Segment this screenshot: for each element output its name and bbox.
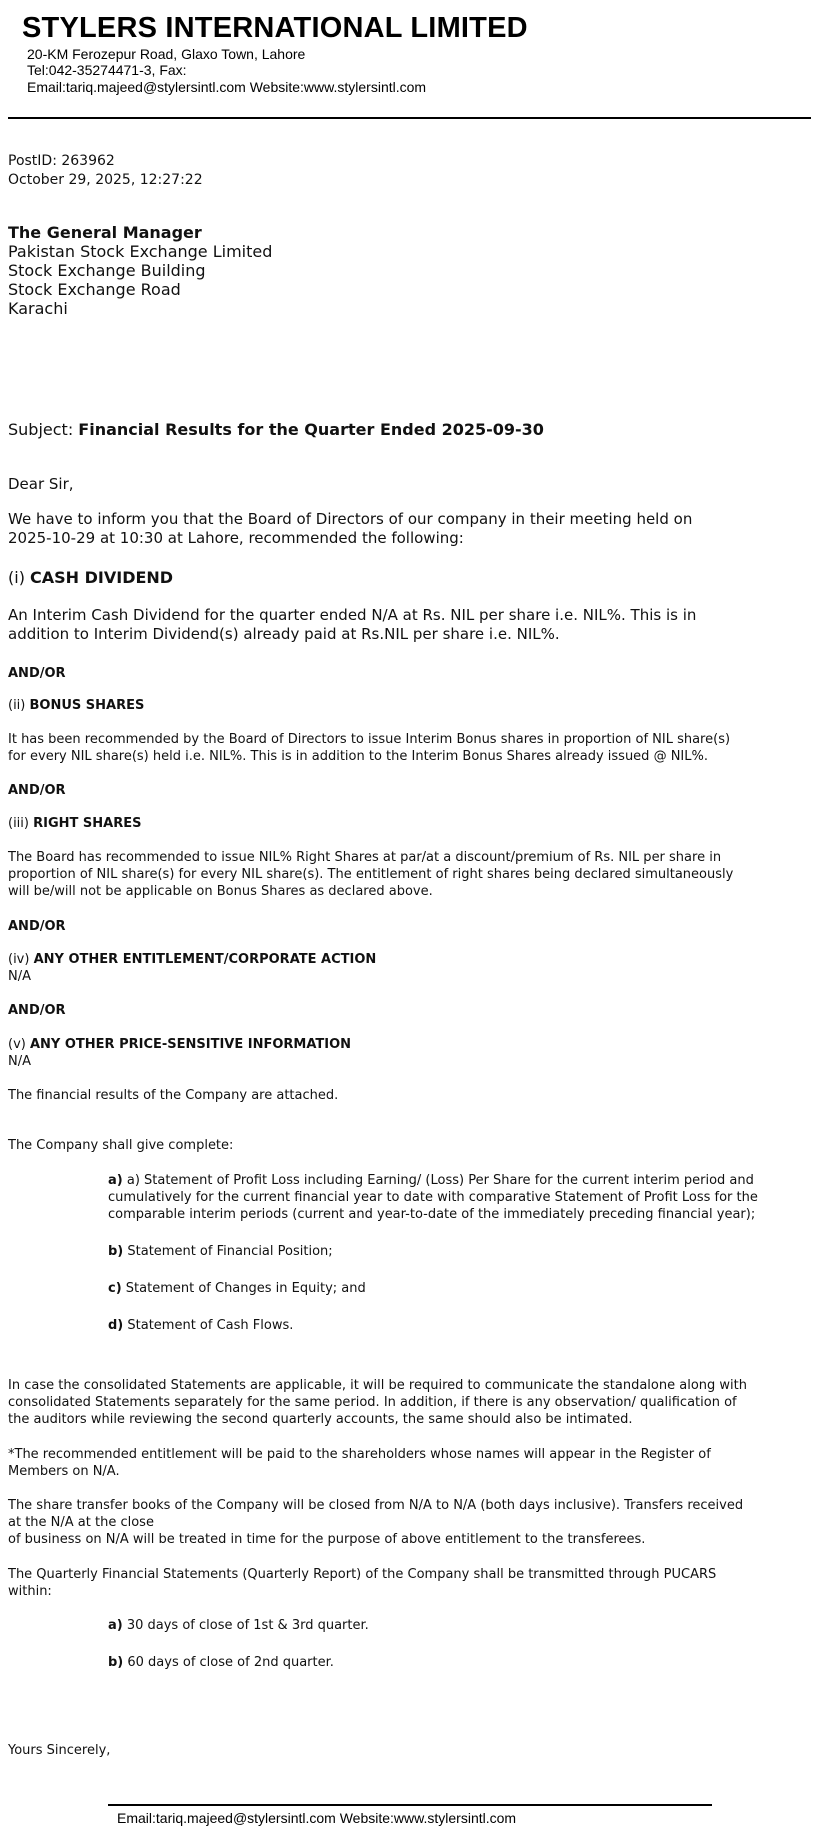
consolidated-text: the auditors while reviewing the second quarterly accounts, the same should also be intimated. xyxy=(8,1412,633,1427)
header-divider xyxy=(8,117,811,119)
consolidated-text: consolidated Statements separately for the same period. In addition, if there is any observation/ qualification of xyxy=(8,1395,737,1410)
closing-text: Yours Sincerely, xyxy=(8,1743,111,1758)
section-number: (iii) xyxy=(8,816,34,831)
bonus-shares-text: It has been recommended by the Board of Directors to issue Interim Bonus shares in proportion of NIL share(s) xyxy=(8,732,731,747)
recipient-line: Karachi xyxy=(8,299,68,318)
company-address: 20-KM Ferozepur Road, Glaxo Town, Lahore xyxy=(27,46,306,62)
list-letter: c) xyxy=(108,1281,122,1296)
right-shares-text: The Board has recommended to issue NIL% Right Shares at par/at a discount/premium of Rs. NIL per share in xyxy=(8,850,722,865)
right-shares-heading xyxy=(8,815,141,832)
cash-dividend-text: An Interim Cash Dividend for the quarter ended N/A at Rs. NIL per share i.e. NIL%. This is in xyxy=(8,606,697,624)
other-entitlement-value: N/A xyxy=(8,969,31,984)
results-attached-text: The financial results of the Company are attached. xyxy=(8,1088,339,1103)
intro-line: 2025-10-29 at 10:30 at Lahore, recommended the following: xyxy=(8,529,464,547)
consolidated-text: In case the consolidated Statements are applicable, it will be required to communicate the standalone along with xyxy=(8,1378,747,1393)
transfer-books-text: The share transfer books of the Company will be closed from N/A to N/A (both days inclusive). Transfers received xyxy=(8,1498,744,1513)
section-title: ANY OTHER PRICE-SENSITIVE INFORMATION xyxy=(29,1037,352,1052)
footer-divider xyxy=(108,1804,712,1806)
list-letter: b) xyxy=(108,1655,124,1670)
quarterly-statements-text: within: xyxy=(8,1584,52,1599)
section-number: (iv) xyxy=(8,952,34,967)
section-number: (i) xyxy=(8,568,31,587)
recipient-line: Stock Exchange Building xyxy=(8,261,206,280)
statement-item xyxy=(108,1317,293,1334)
quarterly-statements-text: The Quarterly Financial Statements (Quarterly Report) of the Company shall be transmitted through PUCARS xyxy=(8,1567,717,1582)
bonus-shares-heading xyxy=(8,697,144,714)
statement-item xyxy=(108,1172,754,1189)
section-title: BONUS SHARES xyxy=(29,698,145,713)
transfer-books-text: of business on N/A will be treated in time for the purpose of above entitlement to the transferees. xyxy=(8,1532,646,1547)
list-letter: a) xyxy=(108,1618,123,1633)
footer-contact: Email:tariq.majeed@stylersintl.com Website:www.stylersintl.com xyxy=(117,1810,517,1826)
recipient-title: The General Manager xyxy=(8,223,202,242)
timeline-text: 30 days of close of 1st & 3rd quarter. xyxy=(122,1618,369,1633)
section-title: CASH DIVIDEND xyxy=(30,568,174,587)
other-entitlement-heading xyxy=(8,951,376,968)
statement-item xyxy=(108,1280,366,1297)
recipient-line: Stock Exchange Road xyxy=(8,280,181,299)
timeline-item xyxy=(108,1617,369,1634)
intro-line: We have to inform you that the Board of Directors of our company in their meeting held on xyxy=(8,510,693,528)
bonus-shares-text: for every NIL share(s) held i.e. NIL%. This is in addition to the Interim Bonus Shares already issued @ NIL%. xyxy=(8,749,708,764)
statement-text: Statement of Financial Position; xyxy=(123,1244,333,1259)
entitlement-note: Members on N/A. xyxy=(8,1464,120,1479)
statement-text: a) Statement of Profit Loss including Earning/ (Loss) Per Share for the current interim period and xyxy=(122,1173,754,1188)
list-letter: d) xyxy=(108,1318,124,1333)
section-number: (ii) xyxy=(8,698,30,713)
subject-line xyxy=(8,420,544,439)
price-sensitive-heading xyxy=(8,1036,351,1053)
right-shares-text: will be/will not be applicable on Bonus Shares as declared above. xyxy=(8,884,433,899)
entitlement-note: *The recommended entitlement will be paid to the shareholders whose names will appear in the Register of xyxy=(8,1447,711,1462)
section-number: (v) xyxy=(8,1037,30,1052)
transfer-books-text: at the N/A at the close xyxy=(8,1515,154,1530)
price-sensitive-value: N/A xyxy=(8,1054,31,1069)
timeline-text: 60 days of close of 2nd quarter. xyxy=(123,1655,334,1670)
timeline-item xyxy=(108,1654,334,1671)
greeting: Dear Sir, xyxy=(8,475,74,493)
company-name: STYLERS INTERNATIONAL LIMITED xyxy=(22,12,528,44)
list-letter: a) xyxy=(108,1173,123,1188)
subject-text: Financial Results for the Quarter Ended 2025-09-30 xyxy=(78,420,544,439)
list-letter: b) xyxy=(108,1244,124,1259)
cash-dividend-text: addition to Interim Dividend(s) already paid at Rs.NIL per share i.e. NIL%. xyxy=(8,625,560,643)
give-complete-text: The Company shall give complete: xyxy=(8,1138,234,1153)
subject-label: Subject: xyxy=(8,420,79,439)
post-datetime: October 29, 2025, 12:27:22 xyxy=(8,172,203,188)
statement-item xyxy=(108,1243,333,1260)
and-or-separator: AND/OR xyxy=(8,783,66,798)
post-id: PostID: 263962 xyxy=(8,153,115,169)
statement-text: Statement of Cash Flows. xyxy=(123,1318,294,1333)
company-phone: Tel:042-35274471-3, Fax: xyxy=(27,62,187,78)
and-or-separator: AND/OR xyxy=(8,1003,66,1018)
recipient-line: Pakistan Stock Exchange Limited xyxy=(8,242,273,261)
and-or-separator: AND/OR xyxy=(8,666,66,681)
cash-dividend-heading xyxy=(8,568,173,587)
section-title: ANY OTHER ENTITLEMENT/CORPORATE ACTION xyxy=(33,952,377,967)
statement-text: comparable interim periods (current and year-to-date of the immediately preceding financial year); xyxy=(108,1207,756,1222)
right-shares-text: proportion of NIL share(s) for every NIL share(s). The entitlement of right shares being declared simultaneously xyxy=(8,867,734,882)
company-contact: Email:tariq.majeed@stylersintl.com Website:www.stylersintl.com xyxy=(27,79,427,95)
statement-text: cumulatively for the current financial year to date with comparative Statement of Profit Loss for the xyxy=(108,1190,758,1205)
and-or-separator: AND/OR xyxy=(8,919,66,934)
statement-text: Statement of Changes in Equity; and xyxy=(121,1281,366,1296)
section-title: RIGHT SHARES xyxy=(33,816,142,831)
